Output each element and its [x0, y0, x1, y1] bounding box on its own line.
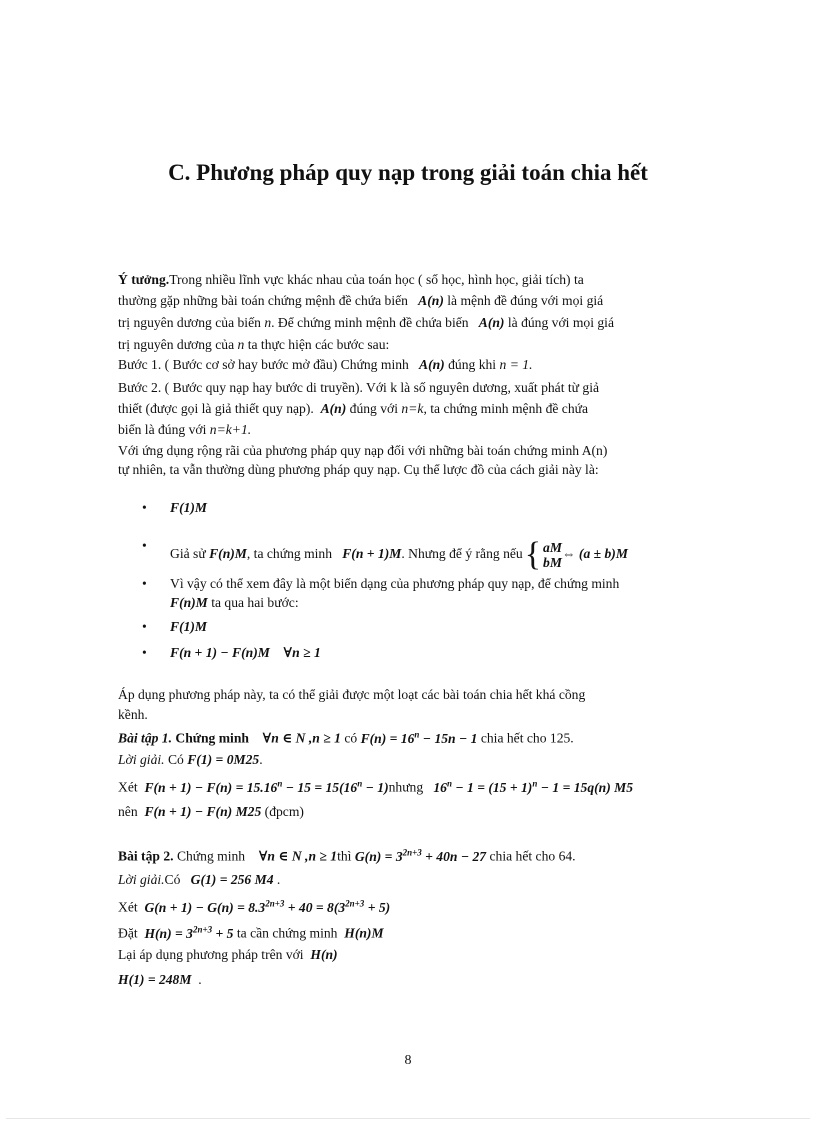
text: Bước 1. ( Bước cơ sở hay bước mở đầu) Chứng minh: [118, 357, 409, 372]
bullet-icon: •: [142, 576, 147, 591]
exercise-label: Bài tập 2.: [118, 848, 174, 864]
math-A-n: A(n): [419, 357, 445, 372]
text: là đúng với mọi giá: [507, 315, 614, 330]
intro-line-3: [118, 315, 614, 331]
math-Hn: H(n): [310, 947, 338, 962]
text: .: [276, 872, 281, 887]
text: Có: [164, 872, 181, 887]
text: Áp dụng phương pháp này, ta có thể giải được một loạt các bài toán chia hết khá cồng: [118, 687, 586, 702]
math-part: − 1 = (15 + 1): [451, 779, 533, 795]
math-F1: F(1)M: [170, 619, 208, 634]
text: ta thực hiện các bước sau:: [247, 337, 390, 352]
exercise-1-step: [118, 778, 633, 796]
text: Vì vậy có thể xem đây là một biến dạng của phương pháp quy nạp, để chứng minh: [170, 576, 620, 591]
exercise-1-statement: [118, 729, 574, 747]
math-exp: 2n+3: [265, 898, 285, 908]
text: ta cần chứng minh: [236, 925, 338, 941]
math-exp: n: [277, 778, 283, 788]
math-equivalence: ⇔ (a ± b)M: [561, 546, 628, 562]
intro-line-4: [118, 337, 389, 353]
math-forall: ∀n ≥ 1: [283, 645, 321, 660]
text: Chứng minh: [176, 848, 246, 864]
text: tự nhiên, ta vẫn thường dùng phương pháp quy nạp. Cụ thể lược đồ của cách giải này là:: [118, 462, 599, 477]
math-part: − 1): [362, 779, 389, 795]
math-exp: n: [446, 778, 452, 788]
text: Xét: [118, 899, 138, 915]
math-part: + 40n − 27: [421, 848, 487, 864]
exercise-2-define-H: [118, 924, 384, 942]
step-2-line-3: [118, 422, 251, 438]
math-Hn: H(n)M: [344, 925, 384, 941]
text: thì: [337, 848, 352, 864]
exercise-label: Bài tập 1.: [118, 730, 173, 746]
text: Lại áp dụng phương pháp trên với: [118, 947, 304, 962]
math-part: + 5): [364, 899, 391, 915]
math-part: − 15n − 1: [419, 730, 478, 746]
intro-line-1: [118, 272, 584, 288]
apply-line-2: [118, 707, 148, 723]
math-F1: F(1)M: [170, 500, 208, 515]
math-expr-3: F(n + 1) − F(n) M25: [144, 804, 262, 819]
math-n: n: [264, 315, 272, 330]
exercise-1-conclusion: [118, 804, 304, 820]
bullet-icon: •: [142, 500, 147, 515]
text: trị nguyên dương của biến: [118, 315, 261, 330]
math-n-eq-k-plus-1: n=k+1.: [209, 422, 252, 437]
solution-label: Lời giải.: [118, 752, 165, 767]
math-bM: bM: [543, 555, 562, 570]
math-part: F(n) = 16: [360, 730, 415, 746]
math-expr-2: [433, 780, 633, 795]
text: nhưng: [388, 779, 424, 795]
page-title: C. Phương pháp quy nạp trong giải toán chia hết: [168, 160, 648, 185]
text: .: [259, 752, 263, 767]
bullet-2-text: [170, 538, 628, 572]
exercise-1-solution: [118, 752, 263, 768]
text: nên: [118, 804, 138, 819]
math-exp: 2n+3: [192, 924, 213, 934]
math-expr-1: [144, 900, 390, 915]
math-exp: 2n+3: [402, 847, 422, 857]
math-difference: F(n + 1) − F(n)M: [170, 645, 270, 660]
math-part: G(n + 1) − G(n) = 8.3: [144, 899, 266, 915]
apply-line-1: [118, 687, 585, 703]
text: thiết (được gọi là giả thiết quy nạp).: [118, 401, 314, 416]
math-exp: 2n+3: [345, 898, 365, 908]
text: Xét: [118, 779, 138, 795]
left-brace-icon: {: [524, 536, 542, 573]
text: (đpcm): [264, 804, 304, 819]
exercise-2-solution: [118, 872, 280, 888]
intro-label: Ý tưởng.: [118, 272, 170, 287]
math-condition: ∀n ∈ N ,n ≥ 1: [258, 848, 338, 864]
text: chia hết cho 64.: [489, 848, 576, 864]
math-expr-1: [144, 780, 388, 795]
math-n: n: [237, 337, 245, 352]
text: ta qua hai bước:: [211, 595, 299, 610]
math-system: [543, 540, 562, 570]
math-part: G(n) = 3: [354, 848, 403, 864]
math-part: H(n) = 3: [144, 925, 193, 941]
text: Với ứng dụng rộng rãi của phương pháp quy nạp đối với những bài toán chứng minh A(n): [118, 443, 608, 458]
math-A-n: A(n): [320, 401, 347, 416]
text: Bước 2. ( Bước quy nạp hay bước di truyền). Với k là số nguyên dương, xuất phát từ giả: [118, 380, 600, 395]
exercise-2-H1: [118, 972, 202, 988]
bullet-icon: •: [142, 538, 147, 553]
math-H1: H(1) = 248M: [118, 972, 192, 987]
math-Fn: F(n)M: [170, 595, 208, 610]
math-part: − 15 = 15(16: [282, 779, 358, 795]
math-part: F(n + 1) − F(n) = 15.16: [144, 779, 278, 795]
text: đúng khi: [448, 357, 497, 372]
text: biến là đúng với: [118, 422, 207, 437]
math-condition: ∀n ∈ N ,n ≥ 1: [262, 730, 341, 746]
math-G1: G(1) = 256 M4: [190, 872, 274, 887]
text: trị nguyên dương của: [118, 337, 235, 352]
text: chia hết cho 125.: [480, 730, 574, 746]
math-Gn-def: [355, 849, 486, 864]
math-part: 16: [433, 779, 447, 795]
text: . Nhưng để ý rằng nếu: [401, 546, 523, 562]
text: , ta chứng minh: [246, 546, 333, 562]
math-exp: n: [357, 778, 363, 788]
text: kềnh.: [118, 707, 148, 722]
page-edge-divider: [6, 1118, 810, 1119]
text: Giả sử: [170, 546, 206, 562]
bullet-icon: •: [142, 645, 147, 660]
math-exp: n: [532, 778, 538, 788]
solution-label: Lời giải.: [118, 872, 165, 887]
math-Fn-def: [361, 731, 478, 746]
math-F1: F(1) = 0M25: [187, 752, 260, 767]
math-part: + 40 = 8(3: [284, 899, 346, 915]
page-number: 8: [404, 1053, 412, 1068]
math-part: + 5: [212, 925, 234, 941]
math-Fn1: F(n + 1)M: [342, 546, 402, 562]
math-Fn: F(n)M: [209, 546, 247, 562]
math-n-eq-k: n=k: [401, 401, 424, 416]
text: . Để chứng minh mệnh đề chứa biến: [271, 315, 469, 330]
bullet-3-cont: [170, 595, 299, 611]
text: Có: [167, 752, 184, 767]
text: .: [198, 972, 202, 987]
math-n-eq-1: n = 1.: [499, 357, 533, 372]
math-aM: aM: [543, 540, 562, 555]
app-line-2: [118, 462, 599, 478]
exercise-2-statement: [118, 847, 576, 865]
text: đúng với: [349, 401, 399, 416]
text: là mệnh đề đúng với mọi giá: [447, 293, 604, 308]
text: Đặt: [118, 925, 138, 941]
step-2-line-1: [118, 380, 599, 396]
math-part: − 1 = 15q(n) M5: [537, 779, 634, 795]
intro-text: Trong nhiều lĩnh vực khác nhau của toán học ( số học, hình học, giải tích) ta: [169, 272, 584, 287]
exercise-2-step: [118, 898, 390, 916]
bullet-5-text: [170, 645, 321, 661]
math-Hn-def: [144, 926, 233, 941]
text: thường gặp những bài toán chứng mệnh đề chứa biến: [118, 293, 408, 308]
text: Chứng minh: [175, 730, 249, 746]
step-1: [118, 357, 532, 373]
exercise-2-repeat: [118, 947, 338, 963]
text: có: [344, 730, 358, 746]
step-2-line-2: [118, 401, 588, 417]
math-A-n: A(n): [478, 315, 505, 330]
intro-line-2: [118, 293, 603, 309]
math-A-n: A(n): [418, 293, 444, 308]
math-exp: n: [414, 729, 420, 739]
text: , ta chứng minh mệnh đề chứa: [423, 401, 589, 416]
app-line-1: [118, 443, 607, 459]
bullet-icon: •: [142, 619, 147, 634]
